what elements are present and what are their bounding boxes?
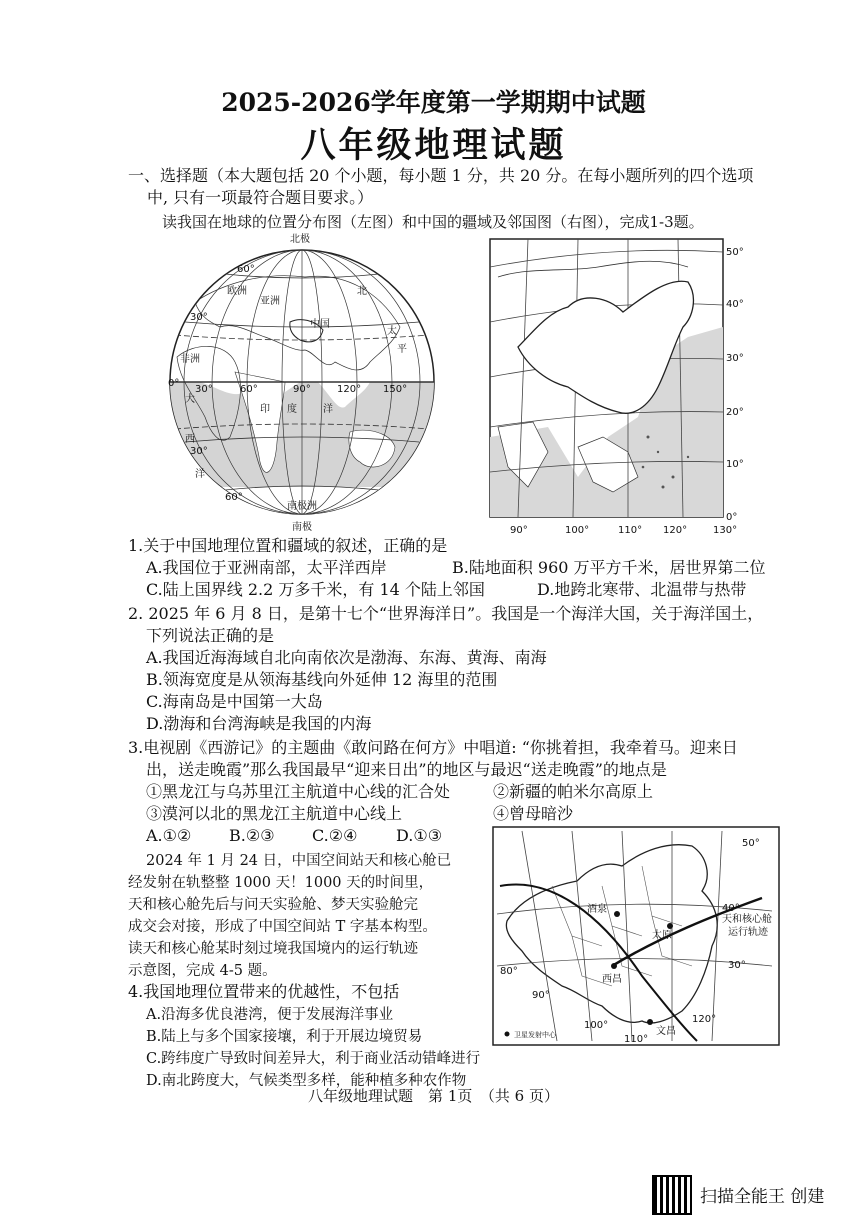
svg-text:亚洲: 亚洲 bbox=[260, 296, 280, 307]
svg-text:大: 大 bbox=[185, 394, 195, 405]
exam-title: 2025-2026学年度第一学期期中试题 bbox=[221, 88, 646, 117]
svg-text:北: 北 bbox=[357, 286, 367, 297]
svg-text:洋: 洋 bbox=[195, 469, 205, 480]
svg-text:0°: 0° bbox=[726, 512, 738, 523]
svg-text:40°: 40° bbox=[726, 299, 744, 310]
svg-text:中国: 中国 bbox=[310, 319, 330, 330]
svg-text:北极: 北极 bbox=[290, 234, 310, 245]
svg-text:西: 西 bbox=[185, 434, 195, 445]
svg-text:120°: 120° bbox=[337, 384, 362, 395]
q4-option-a: A.沿海多优良港湾，便于发展海洋事业 bbox=[146, 1007, 394, 1023]
q4-stem: 4.我国地理位置带来的优越性，不包括 bbox=[128, 982, 400, 1001]
city-jiuquan: 酒泉 bbox=[587, 904, 607, 915]
svg-text:60°: 60° bbox=[225, 492, 243, 503]
scanner-watermark: 扫描全能王 创建 bbox=[700, 1187, 825, 1207]
orbit-track-map bbox=[492, 826, 782, 1048]
q2-option-a: A.我国近海海域自北向南依次是渤海、东海、黄海、南海 bbox=[146, 648, 547, 667]
q4-option-d: D.南北跨度大，气候类型多样，能种植多种农作物 bbox=[146, 1073, 467, 1089]
svg-text:110°: 110° bbox=[618, 525, 643, 536]
page-footer: 八年级地理试题 第 1页 （共 6 页） bbox=[308, 1087, 559, 1105]
passage-line: 成交会对接，形成了中国空间站 T 字基本构型。 bbox=[128, 919, 437, 935]
q1-stem: 1.关于中国地理位置和疆域的叙述，正确的是 bbox=[128, 536, 448, 555]
svg-text:80°: 80° bbox=[500, 966, 518, 977]
svg-text:110°: 110° bbox=[624, 1034, 649, 1045]
passage-line: 读天和核心舱某时刻过境我国境内的运行轨迹 bbox=[128, 941, 418, 957]
q3-item-1: ①黑龙江与乌苏里江主航道中心线的汇合处 bbox=[146, 782, 451, 801]
svg-text:60°: 60° bbox=[237, 264, 255, 275]
q1-option-b: B.陆地面积 960 万平方千米，居世界第二位 bbox=[452, 558, 766, 577]
svg-text:0°: 0° bbox=[168, 378, 180, 389]
passage-line: 示意图，完成 4-5 题。 bbox=[128, 963, 277, 979]
q2-option-d: D.渤海和台湾海峡是我国的内海 bbox=[146, 714, 372, 733]
q4-option-b: B.陆上与多个国家接壤，利于开展边境贸易 bbox=[146, 1029, 423, 1045]
svg-text:90°: 90° bbox=[293, 384, 311, 395]
q2-stem-line2: 下列说法正确的是 bbox=[146, 626, 275, 645]
svg-text:30°: 30° bbox=[728, 960, 746, 971]
svg-text:130°: 130° bbox=[713, 525, 738, 536]
svg-text:50°: 50° bbox=[726, 247, 744, 258]
china-neighbors-map bbox=[488, 237, 768, 537]
svg-text:40°: 40° bbox=[722, 903, 740, 914]
city-wenchang: 文昌 bbox=[656, 1026, 676, 1037]
q2-option-b: B.领海宽度是从领海基线向外延伸 12 海里的范围 bbox=[146, 670, 498, 689]
q2-option-c: C.海南岛是中国第一大岛 bbox=[146, 692, 323, 711]
map-instruction: 读我国在地球的位置分布图（左图）和中国的疆域及邻国图（右图），完成1-3题。 bbox=[162, 213, 704, 231]
qr-code-icon bbox=[652, 1175, 692, 1215]
q3-item-4: ④曾母暗沙 bbox=[493, 804, 574, 823]
section-heading-line2: 中, 只有一项最符合题目要求。） bbox=[147, 188, 374, 207]
svg-text:100°: 100° bbox=[565, 525, 590, 536]
svg-text:20°: 20° bbox=[726, 407, 744, 418]
section-heading-line1: 一、选择题（本大题包括 20 个小题，每小题 1 分，共 20 分。在每小题所列的四个选项 bbox=[128, 166, 754, 185]
svg-text:90°: 90° bbox=[510, 525, 528, 536]
svg-text:120°: 120° bbox=[692, 1014, 717, 1025]
svg-text:太: 太 bbox=[387, 326, 397, 337]
svg-text:90°: 90° bbox=[532, 990, 550, 1001]
q3-choice-a: A.①② bbox=[146, 826, 192, 845]
svg-text:50°: 50° bbox=[742, 838, 760, 849]
svg-text:120°: 120° bbox=[663, 525, 688, 536]
svg-text:南极: 南极 bbox=[292, 522, 312, 532]
q3-choice-b: B.②③ bbox=[229, 826, 275, 845]
svg-text:南极洲: 南极洲 bbox=[287, 501, 317, 512]
q3-stem-line1: 3.电视剧《西游记》的主题曲《敢问路在何方》中唱道: “你挑着担，我牵着马。迎来日 bbox=[128, 738, 738, 757]
svg-text:洋: 洋 bbox=[323, 404, 333, 415]
svg-text:150°: 150° bbox=[383, 384, 408, 395]
q2-stem-line1: 2. 2025 年 6 月 8 日，是第十七个“世界海洋日”。我国是一个海洋大国，关于海洋国土， bbox=[128, 604, 764, 623]
q1-option-a: A.我国位于亚洲南部，太平洋西岸 bbox=[146, 558, 387, 577]
q3-stem-line2: 出，送走晚霞”那么我国最早“迎来日出”的地区与最迟“送走晚霞”的地点是 bbox=[146, 760, 667, 779]
orbit-label-2: 运行轨迹 bbox=[728, 927, 768, 938]
subject-title: 八年级地理试题 bbox=[300, 125, 567, 166]
city-taiyuan: 太原 bbox=[652, 930, 672, 941]
passage-line: 2024 年 1 月 24 日，中国空间站天和核心舱已 bbox=[146, 853, 452, 869]
q3-item-2: ②新疆的帕米尔高原上 bbox=[493, 782, 654, 801]
orbit-label-1: 天和核心舱 bbox=[722, 914, 772, 925]
svg-text:10°: 10° bbox=[726, 459, 744, 470]
svg-text:30°: 30° bbox=[726, 353, 744, 364]
legend-launch-center: 卫星发射中心 bbox=[514, 1031, 556, 1039]
svg-text:非洲: 非洲 bbox=[180, 354, 200, 365]
passage-line: 天和核心舱先后与问天实验舱、梦天实验舱完 bbox=[128, 897, 418, 913]
q1-option-d: D.地跨北寒带、北温带与热带 bbox=[537, 580, 747, 599]
q3-choice-c: C.②④ bbox=[312, 826, 358, 845]
passage-line: 经发射在轨整整 1000 天！1000 天的时间里， bbox=[128, 875, 434, 891]
svg-text:平: 平 bbox=[397, 344, 407, 355]
q1-option-c: C.陆上国界线 2.2 万多千米，有 14 个陆上邻国 bbox=[146, 580, 485, 599]
q3-item-3: ③漠河以北的黑龙江主航道中心线上 bbox=[146, 804, 403, 823]
city-xichang: 西昌 bbox=[602, 974, 622, 985]
globe-map bbox=[165, 232, 440, 532]
svg-text:100°: 100° bbox=[584, 1020, 609, 1031]
svg-text:30°: 30° bbox=[195, 384, 213, 395]
svg-text:度: 度 bbox=[287, 404, 297, 415]
svg-text:30°: 30° bbox=[190, 446, 208, 457]
svg-text:30°: 30° bbox=[190, 312, 208, 323]
q3-choice-d: D.①③ bbox=[396, 826, 443, 845]
q4-option-c: C.跨纬度广导致时间差异大，利于商业活动错峰进行 bbox=[146, 1051, 481, 1067]
svg-text:欧洲: 欧洲 bbox=[227, 286, 247, 297]
svg-text:60°: 60° bbox=[240, 384, 258, 395]
svg-text:印: 印 bbox=[260, 404, 270, 415]
